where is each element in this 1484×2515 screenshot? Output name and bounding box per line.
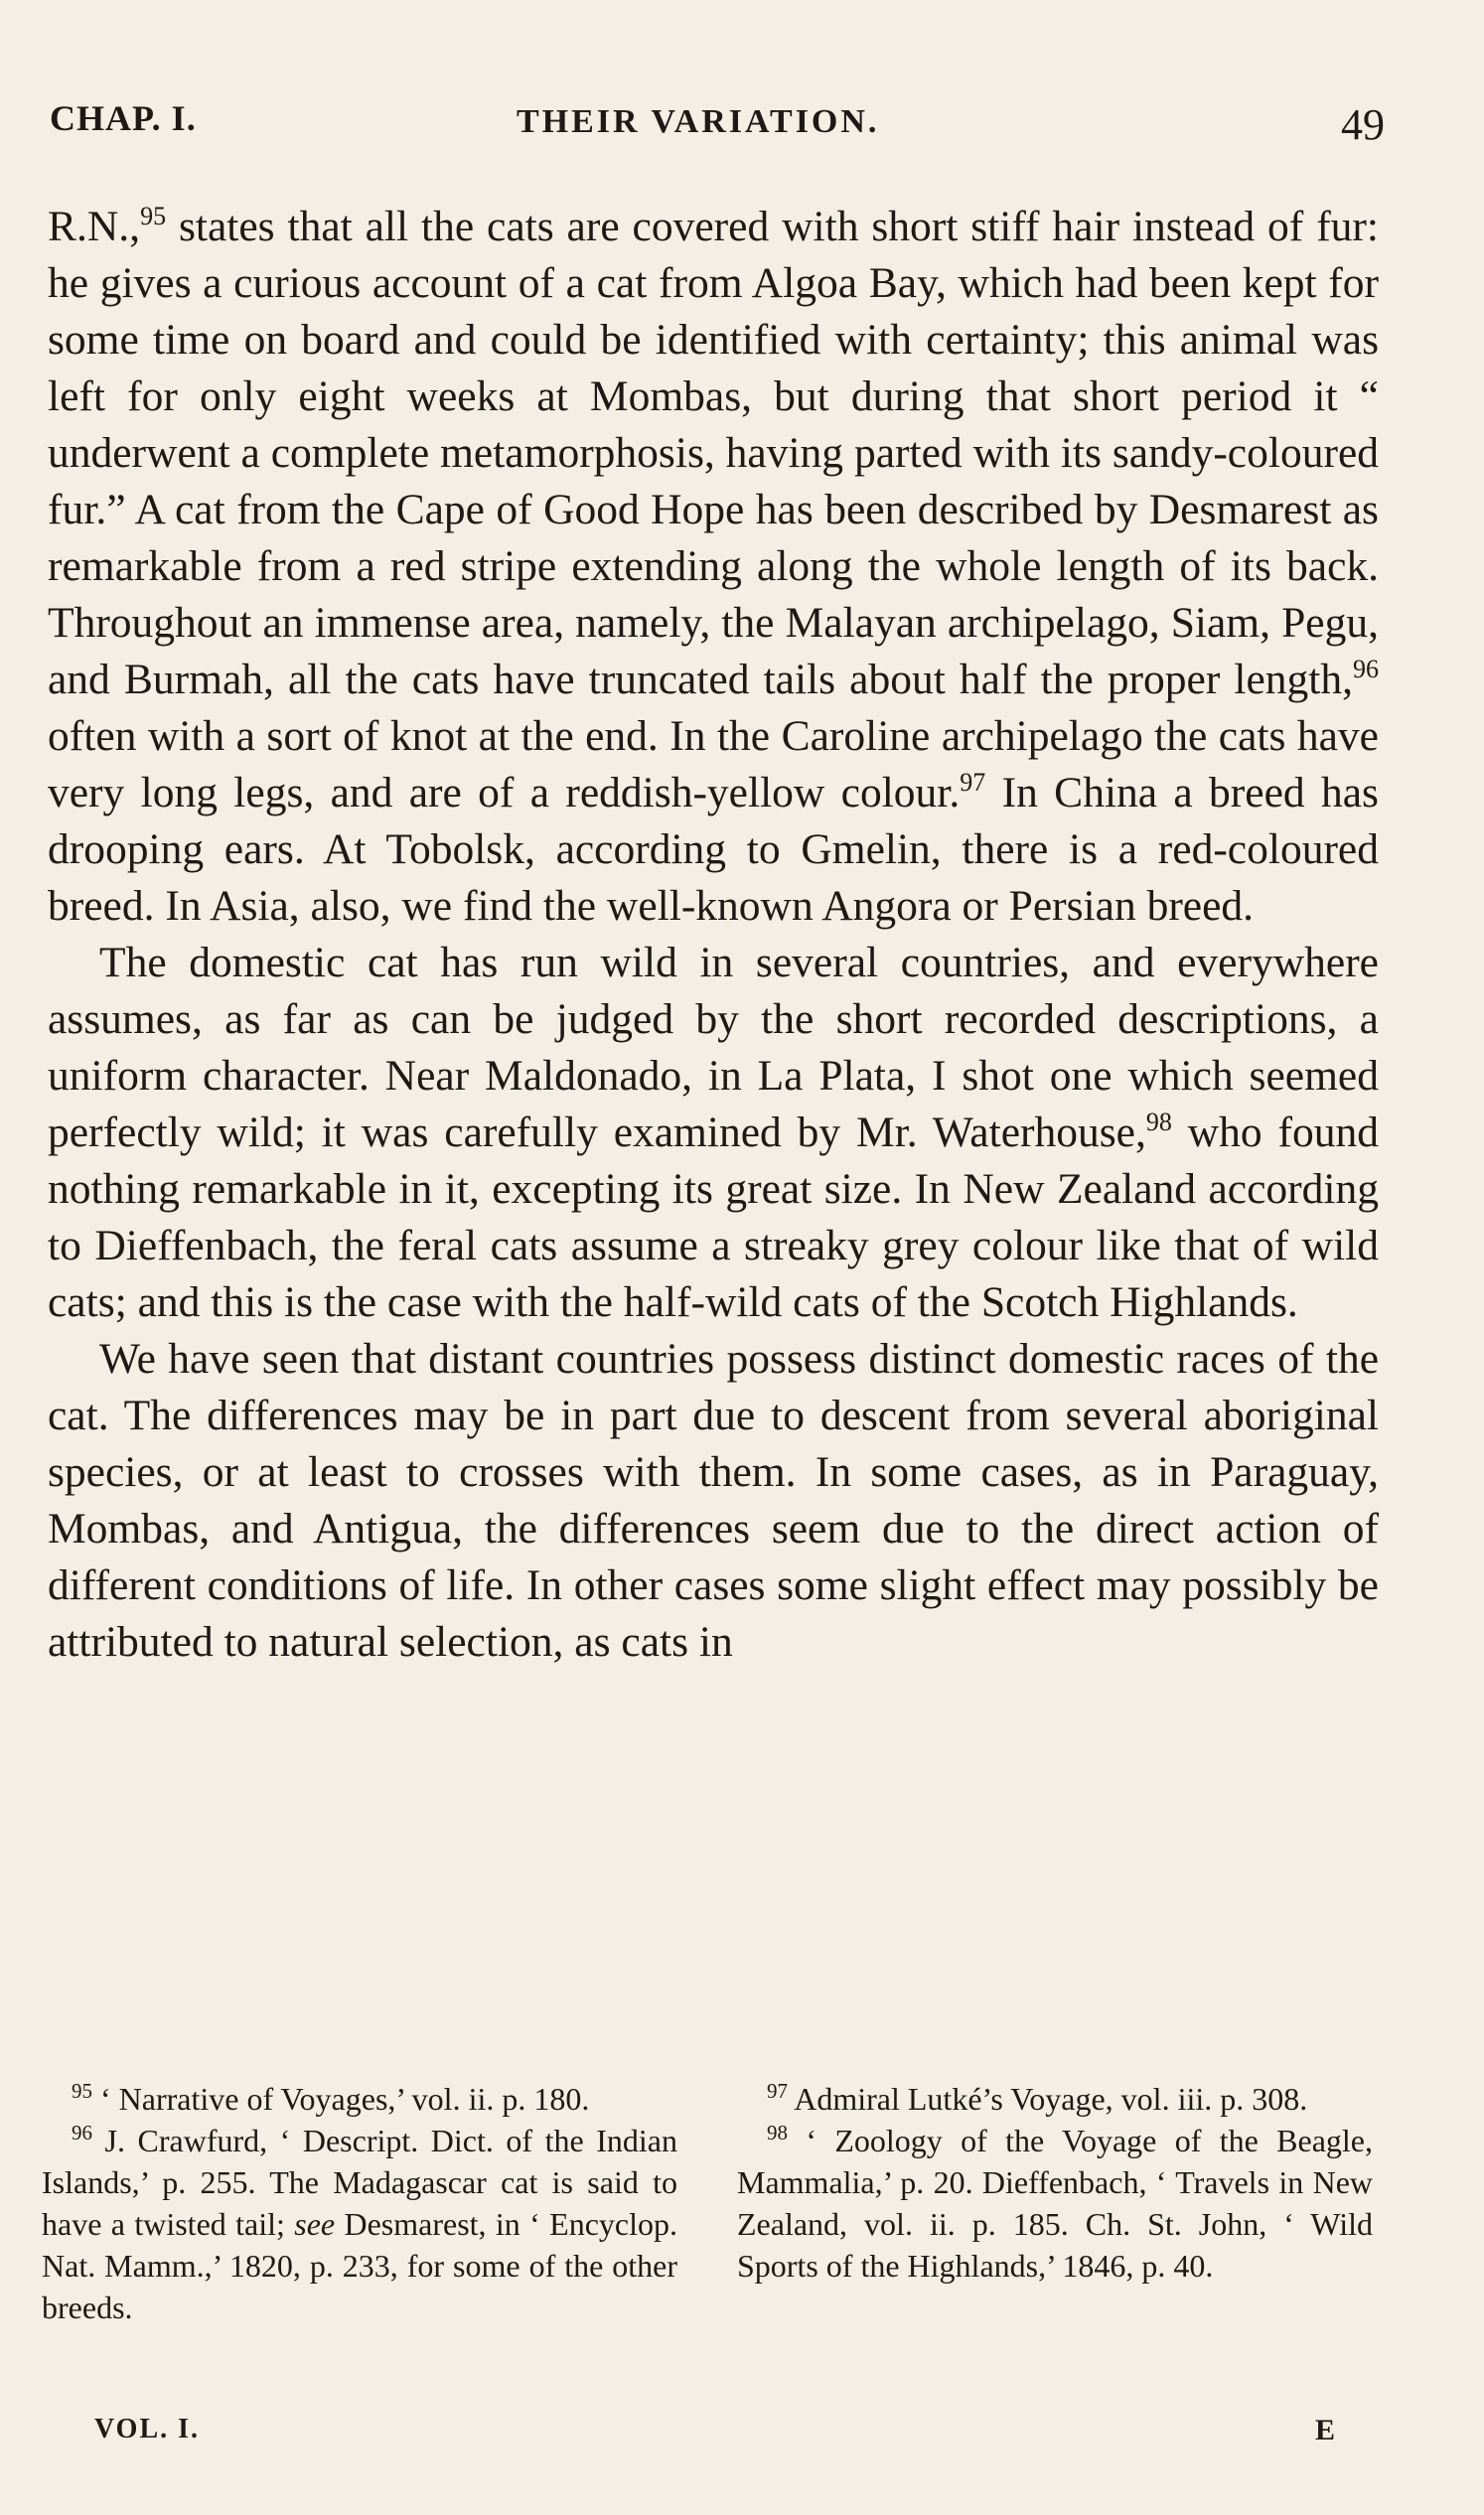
footnote-number: 96: [72, 2121, 92, 2145]
footnote-reference: 97: [960, 768, 986, 797]
footnote-number: 95: [72, 2079, 92, 2103]
paragraph: [48, 199, 1379, 935]
text-run: states that all the cats are covered with short stiff hair instead of fur: he gives a curious account of a cat from Algoa Bay, which had been kept for some time on board and could be identified with certainty; this animal was left for only eight weeks at Mombas, but during that short period it “ underwent a complete metamorphosis, having parted with its sandy-coloured fur.” A cat from the Cape of Good Hope has been described by Desmarest as remarkable from a red stripe extending along the whole length of its back. Throughout an immense area, namely, the Malayan archipelago, Siam, Pegu, and Burmah, all the cats have truncated tails about half the proper length,: [48, 203, 1379, 703]
text-run: R.N.,: [48, 203, 141, 250]
emphasis-text: see: [294, 2206, 336, 2242]
footnote-number: 98: [767, 2121, 788, 2145]
text-run: J. Crawfurd, ‘ Descript. Dict. of the Indian Islands,’ p. 255. The Madagascar cat is said to have a twisted tail;: [42, 2123, 677, 2242]
paragraph: [48, 935, 1379, 1331]
text-run: who found nothing remarkable in it, excepting its great size. In New Zealand according to Dieffenbach, the feral cats assume a streaky grey colour like that of wild cats; and this is the case with the half-wild cats of the Scotch Highlands.: [48, 1109, 1379, 1326]
footnote: [42, 2078, 677, 2120]
signature-mark: E: [1314, 2414, 1335, 2446]
page-number: 49: [1341, 100, 1385, 149]
footnote-number: 97: [767, 2079, 788, 2103]
footnotes-right-column: [737, 2078, 1373, 2287]
text-run: In China a breed has drooping ears. At Tobolsk, according to Gmelin, there is a red-coloured breed. In Asia, also, we find the well-known Angora or Persian breed.: [48, 769, 1379, 930]
paragraph: [48, 1331, 1379, 1671]
footnote-reference: 95: [140, 202, 167, 230]
footnote: [42, 2120, 677, 2328]
footnote: [737, 2078, 1373, 2120]
running-header: [50, 91, 1385, 151]
chapter-label: CHAP. I.: [50, 98, 197, 138]
text-run: Desmarest, in ‘ Encyclop. Nat. Mamm.,’ 1820, p. 233, for some of the other breeds.: [42, 2206, 677, 2325]
text-run: ‘ Narrative of Voyages,’ vol. ii. p. 180.: [92, 2081, 590, 2117]
footnote: [737, 2120, 1373, 2287]
main-text: [48, 199, 1379, 1671]
running-title: THEIR VARIATION.: [517, 103, 880, 140]
text-run: often with a sort of knot at the end. In the Caroline archipelago the cats have very long legs, and are of a reddish-yellow colour.: [48, 712, 1379, 816]
text-run: We have seen that distant countries possess distinct domestic races of the cat. The differences may be in part due to descent from several aboriginal species, or at least to crosses with them. In some cases, as in Paraguay, Mombas, and Antigua, the differences seem due to the direct action of different conditions of life. In other cases some slight effect may possibly be attributed to natural selection, as cats in: [48, 1335, 1379, 1666]
volume-label: VOL. I.: [94, 2414, 201, 2444]
page-footer: [94, 2414, 1335, 2453]
text-run: Admiral Lutké’s Voyage, vol. iii. p. 308.: [788, 2081, 1308, 2117]
footnote-reference: 98: [1145, 1108, 1172, 1136]
footnotes-left-column: [42, 2078, 677, 2328]
footnote-reference: 96: [1353, 655, 1379, 683]
text-run: The domestic cat has run wild in several countries, and everywhere assumes, as far as can be judged by the short recorded descriptions, a uniform character. Near Maldonado, in La Plata, I shot one which seemed perfectly wild; it was carefully examined by Mr. Waterhouse,: [48, 939, 1379, 1156]
text-run: ‘ Zoology of the Voyage of the Beagle, Mammalia,’ p. 20. Dieffenbach, ‘ Travels in New Zealand, vol. ii. p. 185. Ch. St. John, ‘ Wild Sports of the Highlands,’ 1846, p. 40.: [737, 2123, 1373, 2284]
